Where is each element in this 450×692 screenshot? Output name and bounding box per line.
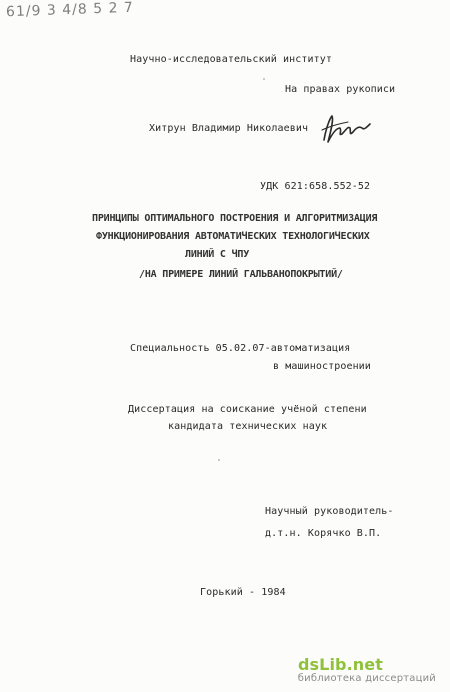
paper-speck [263,78,265,80]
institute-name: Научно-исследовательский институт [130,54,332,65]
paper-speck [218,459,220,461]
author-signature [318,110,374,150]
place-and-year: Горький - 1984 [200,587,286,598]
dslib-logo [298,655,388,673]
dslib-logo-text: dsLib.net [297,655,383,673]
specialty-line-2: в машиностроении [273,361,371,372]
title-line-2: ФУНКЦИОНИРОВАНИЯ АВТОМАТИЧЕСКИХ ТЕХНОЛОГИЧЕСКИХ [96,231,370,242]
title-line-3: ЛИНИЙ С ЧПУ [185,249,250,260]
author-name: Хитрун Владимир Николаевич [149,123,309,134]
handwritten-corner-note: 61/9 3 4/8 5 2 7 [5,0,135,21]
watermark-caption: библиотека диссертаций [297,673,436,684]
title-subtitle: /НА ПРИМЕРЕ ЛИНИЙ ГАЛЬВАНОПОКРЫТИЙ/ [139,269,343,280]
dissertation-line-2: кандидата технических наук [168,421,328,432]
dissertation-line-1: Диссертация на соискание учёной степени [128,404,367,415]
supervisor-line-1: Научный руководитель- [265,506,394,517]
udc-code: УДК 621:658.552-52 [260,181,371,192]
specialty-line-1: Специальность 05.02.07-автоматизация [130,343,351,354]
supervisor-line-2: д.т.н. Корячко В.П. [265,528,382,539]
title-line-1: ПРИНЦИПЫ ОПТИМАЛЬНОГО ПОСТРОЕНИЯ И АЛГОРИТМИЗАЦИЯ [92,213,378,224]
rights-notice: На правах рукописи [285,84,396,95]
dslib-watermark[interactable] [298,655,436,684]
